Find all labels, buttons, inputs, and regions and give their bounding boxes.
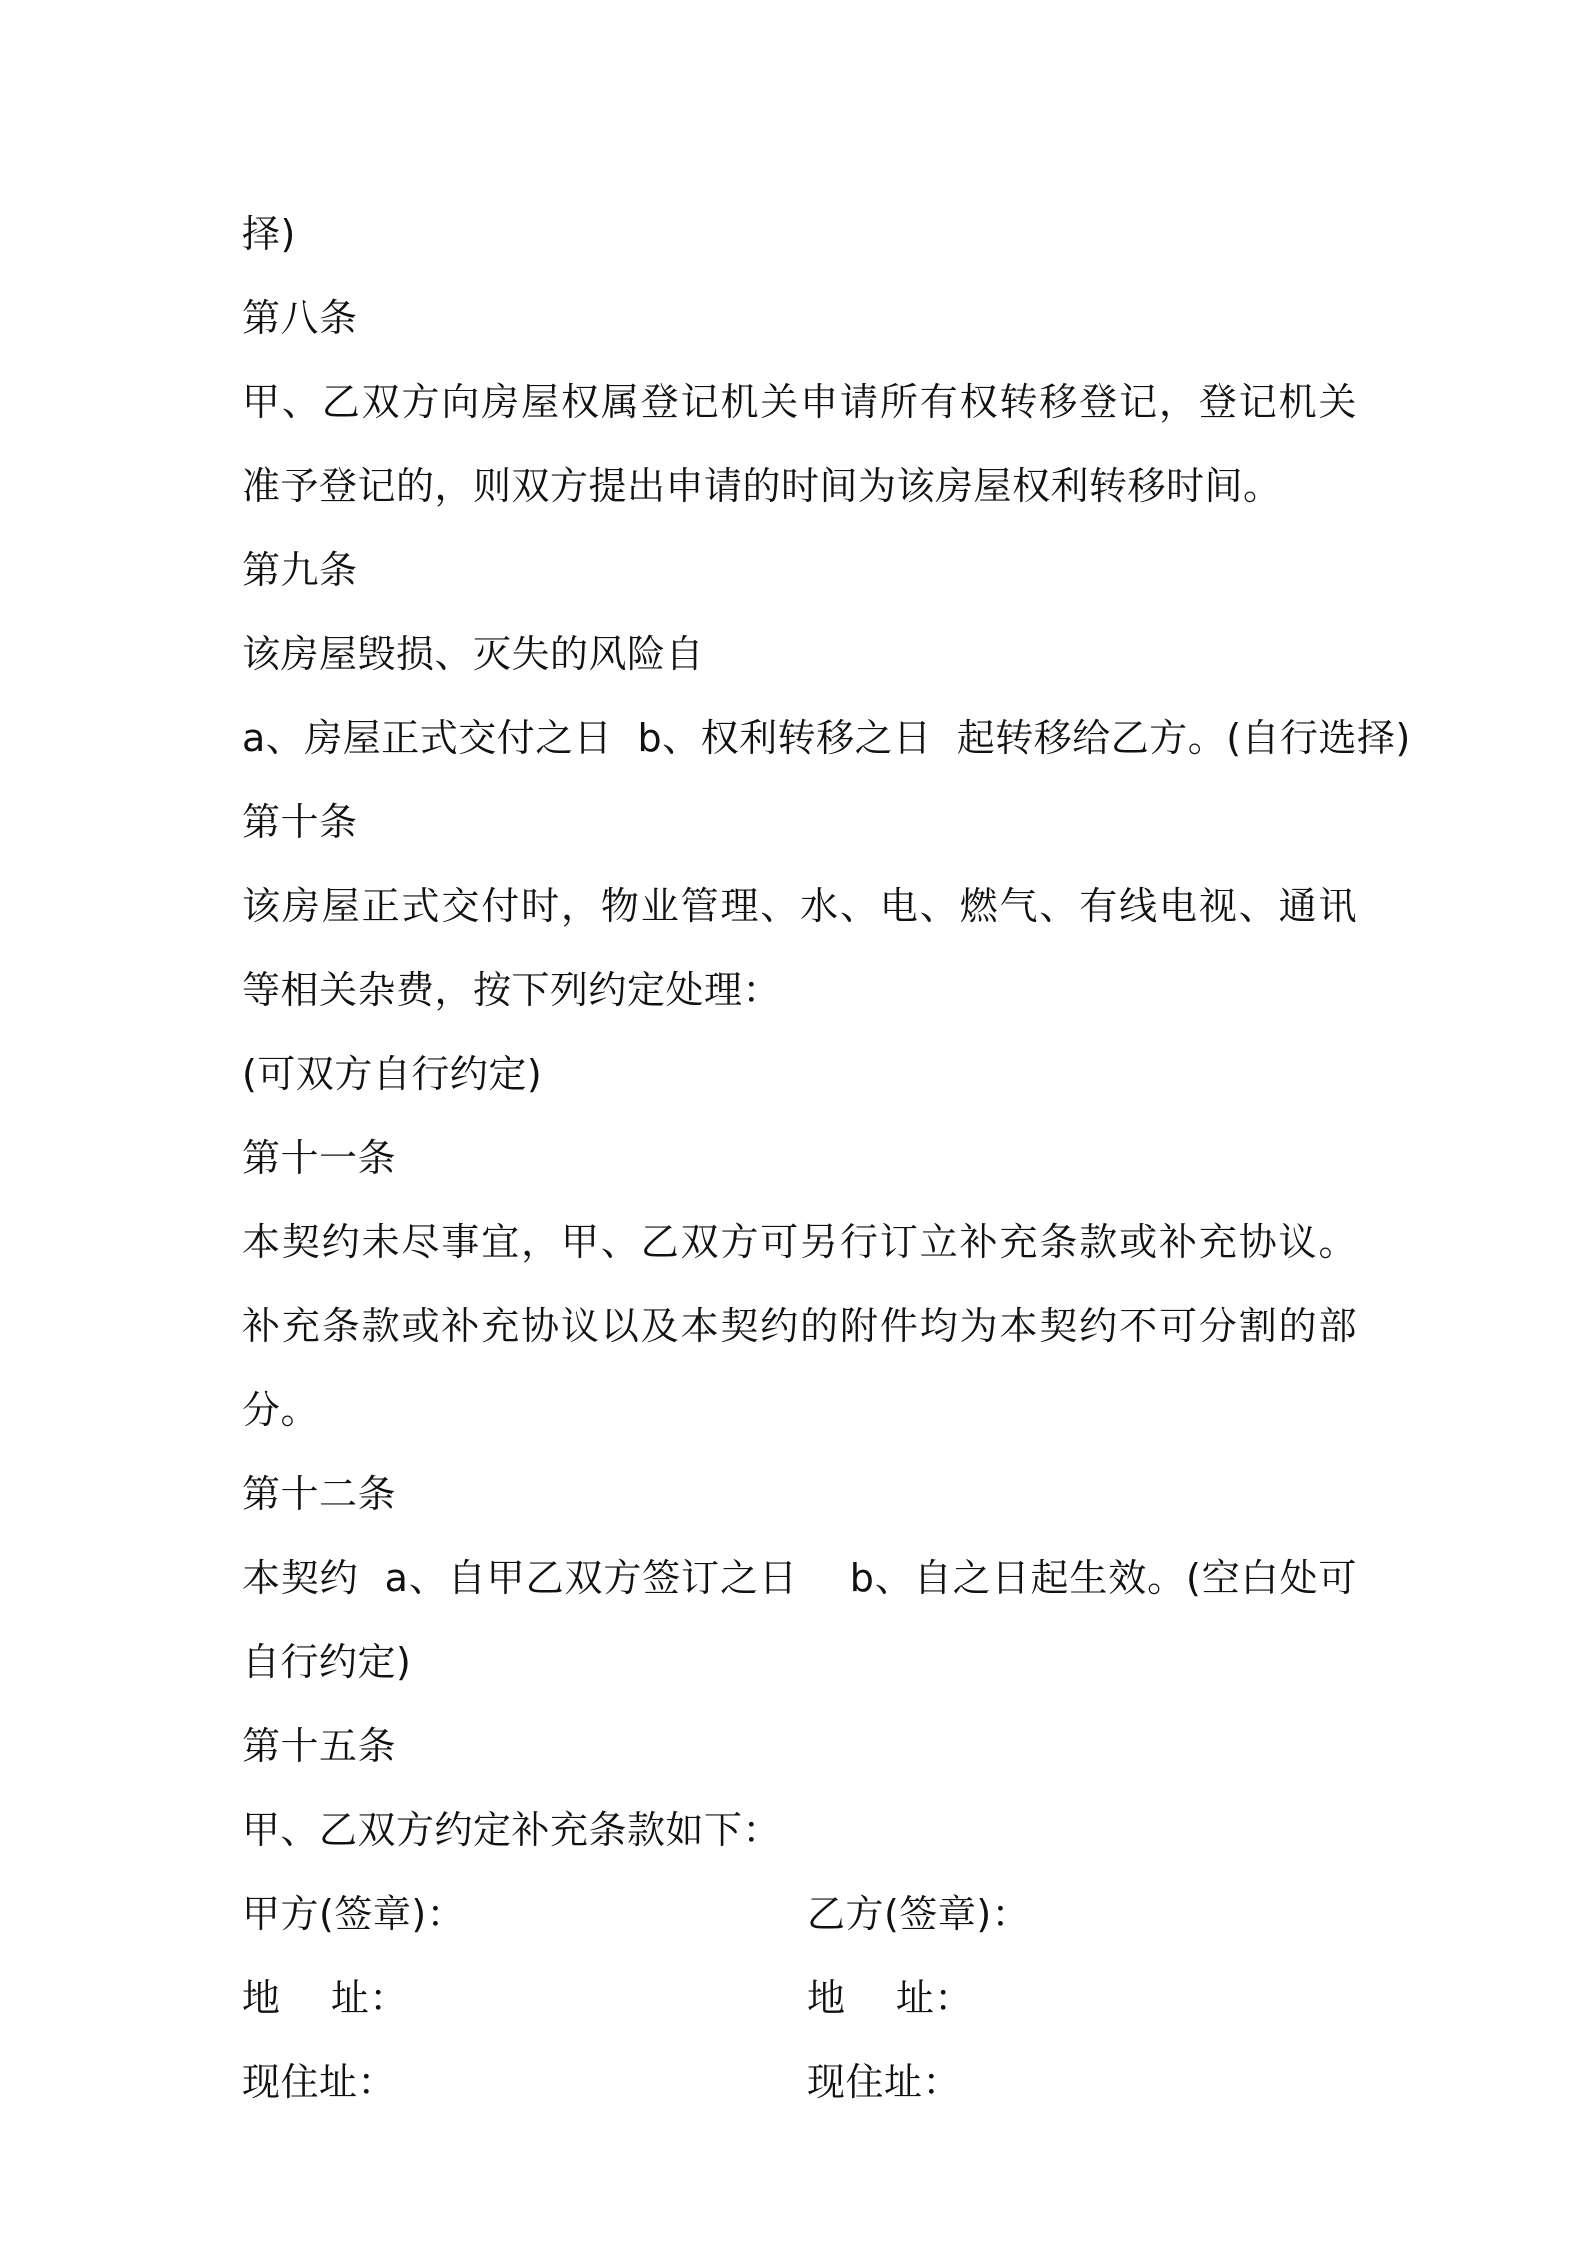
article-15-heading: 第十五条 (242, 1724, 397, 1768)
party-a-seal-label: 甲方(签章)： (242, 1892, 466, 1936)
continuation-line: 择) (242, 212, 296, 256)
party-b-address-label: 地 址： (807, 1976, 973, 2020)
article-10-body: 该房屋正式交付时，物业管理、水、电、燃气、有线电视、通讯等相关杂费，按下列约定处理： (242, 884, 1357, 1012)
article-9-body-line-1: 该房屋毁损、灭失的风险自 (242, 632, 705, 676)
party-a-address-label: 地 址： (242, 1976, 408, 2020)
article-12-heading: 第十二条 (242, 1472, 397, 1516)
party-b-current-address-label: 现住址： (807, 2060, 962, 2104)
party-b-seal-label: 乙方(签章)： (807, 1892, 1031, 1936)
signature-row-address (242, 1956, 1357, 2040)
article-11-heading: 第十一条 (242, 1136, 397, 1180)
document-body (242, 192, 1411, 2124)
signature-row-seal (242, 1872, 1357, 1956)
article-8-heading: 第八条 (242, 296, 358, 340)
article-12-body: 本契约 a、自甲乙双方签订之日 b、自之日起生效。(空白处可自行约定) (242, 1556, 1357, 1684)
article-9-body-line-2: a、房屋正式交付之日 b、权利转移之日 起转移给乙方。(自行选择) (242, 716, 1411, 760)
article-10-note: (可双方自行约定) (242, 1052, 543, 1096)
party-a-current-address-label: 现住址： (242, 2060, 397, 2104)
article-8-body: 甲、乙双方向房屋权属登记机关申请所有权转移登记，登记机关准予登记的，则双方提出申请的时间为该房屋权利转移时间。 (242, 380, 1357, 508)
article-9-heading: 第九条 (242, 548, 358, 592)
article-15-body: 甲、乙双方约定补充条款如下： (242, 1808, 782, 1852)
signature-row-current-address (242, 2040, 1357, 2124)
article-11-body: 本契约未尽事宜，甲、乙双方可另行订立补充条款或补充协议。补充条款或补充协议以及本契约的附件均为本契约不可分割的部分。 (242, 1220, 1357, 1432)
article-10-heading: 第十条 (242, 800, 358, 844)
